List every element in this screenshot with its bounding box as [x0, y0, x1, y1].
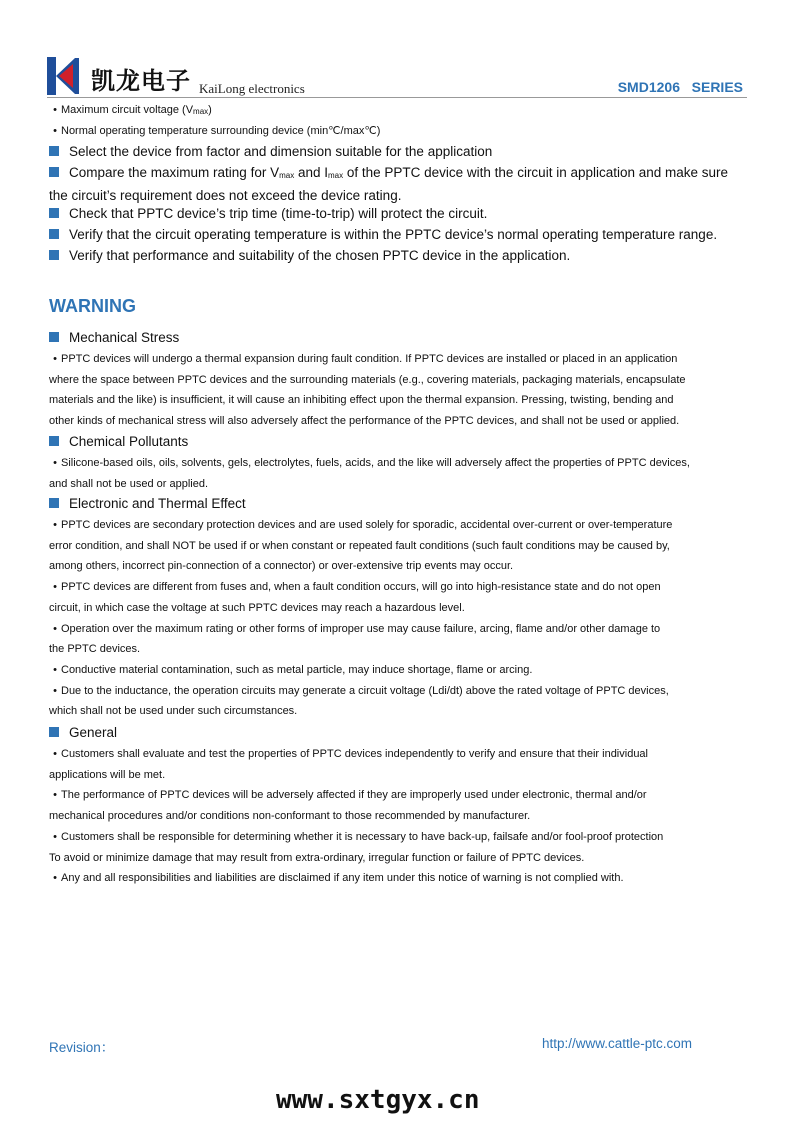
page-header — [47, 55, 747, 97]
blue-square-icon — [49, 498, 59, 508]
section-heading-chemical-pollutants: Chemical Pollutants — [49, 432, 188, 452]
checklist-item: Check that PPTC device’s trip time (time-to-trip) will protect the circuit. — [49, 203, 749, 224]
section-body-electronic-thermal: • PPTC devices are secondary protection devices and are used solely for sporadic, accidental over-current or over-temperature error condition, and shall NOT be used if or when constant or repeated fault conditions (such fault conditions may be caused by, among others, incorrect pin-connection of a connector) or over-extensive trip events may occur. • PPTC devices are different from fuses and, when a fault condition occurs, will go into high-resistance state and do not open circuit, in which case the voltage at such PPTC devices may reach a hazardous level. • Operation over the maximum rating or other forms of improper use may cause failure, arcing, flame and/or other damage to the PPTC devices. • Conductive material contamination, such as metal particle, may induce shortage, flame or arcing. • Due to the inductance, the operation circuits may generate a circuit voltage (Ldi/dt) above the rated voltage of PPTC devices, which shall not be used under such circumstances. — [49, 519, 673, 718]
checklist-item: Compare the maximum rating for $V_{max}$ and $I_{max}$ of the PPTC device with the circuit in application and make sure the circuit’s requirement does not exceed the device rating. — [49, 165, 729, 203]
series-title: SMD1206 SERIES — [617, 79, 743, 95]
warning-title: WARNING — [49, 296, 136, 316]
watermark-text: www.sxtgyx.cn — [276, 1085, 480, 1115]
bullet-max-voltage: • Maximum circuit voltage $(V_{max})$ — [53, 104, 212, 116]
section-body-mechanical-stress: • PPTC devices will undergo a thermal expansion during fault condition. If PPTC devices are installed or placed in an application where the space between PPTC devices and the surrounding materials (e.g., covering materials, packaging materials, encapsulate materials and the like) is insufficient, it will cause an inhibiting effect upon the thermal expansion. Pressing, twisting, bending and other kinds of mechanical stress will also adversely affect the performance of the PPTC devices, and shall not be used or applied. — [49, 353, 686, 428]
kailong-logo-icon — [47, 57, 79, 95]
bullet-operating-temp: • Normal operating temperature surrounding device (min℃/max℃) — [53, 125, 381, 137]
blue-square-icon — [49, 332, 59, 342]
logo-chinese-name: 凯龙电子 — [91, 66, 191, 95]
blue-square-icon — [49, 250, 59, 260]
logo-english-name: KaiLong electronics — [199, 81, 305, 96]
section-heading-general: General — [49, 723, 117, 743]
footer-website-link[interactable]: http://www.cattle-ptc.com — [542, 1036, 693, 1051]
checklist-item: Verify that performance and suitability of the chosen PPTC device in the application. — [49, 245, 749, 266]
section-body-chemical-pollutants: • Silicone-based oils, oils, solvents, gels, electrolytes, fuels, acids, and the like will adversely affect the properties of PPTC devices, and shall not be used or applied. — [49, 457, 690, 490]
blue-square-icon — [49, 436, 59, 446]
blue-square-icon — [49, 208, 59, 218]
blue-square-icon — [49, 229, 59, 239]
blue-square-icon — [49, 167, 59, 177]
section-heading-mechanical-stress: Mechanical Stress — [49, 328, 179, 348]
section-body-general: • Customers shall evaluate and test the properties of PPTC devices independently to verify and ensure that their individual applications will be met. • The performance of PPTC devices will be adversely affected if they are improperly used under electronic, thermal and/or mechanical procedures and/or conditions non-conformant to those recommended by manufacturer. • Customers shall be responsible for determining whether it is necessary to have back-up, failsafe and/or fool-proof protection To avoid or minimize damage that may result from extra-ordinary, irregular function or failure of PPTC devices. • Any and all responsibilities and liabilities are disclaimed if any item under this notice of warning is not complied with. — [49, 748, 664, 885]
header-divider — [47, 97, 747, 98]
section-heading-electronic-thermal: Electronic and Thermal Effect — [49, 494, 246, 514]
checklist-item: Select the device from factor and dimension suitable for the application — [49, 141, 749, 162]
footer-revision: Revision： — [49, 1040, 115, 1055]
blue-square-icon — [49, 727, 59, 737]
blue-square-icon — [49, 146, 59, 156]
checklist-item: Verify that the circuit operating temperature is within the PPTC device’s normal operating temperature range. — [49, 224, 749, 245]
